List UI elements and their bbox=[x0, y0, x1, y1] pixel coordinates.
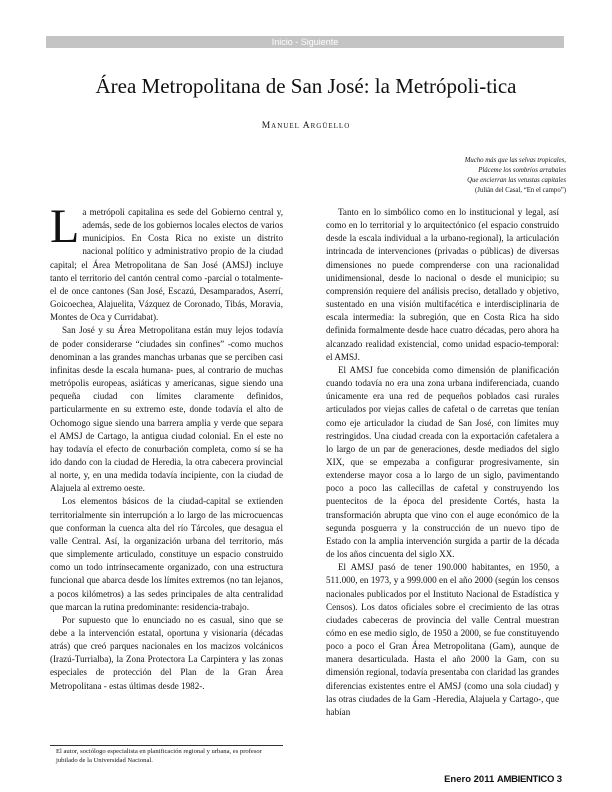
nav-separator: - bbox=[292, 37, 301, 47]
paragraph: Por supuesto que lo enunciado no es casual, sino que se debe a la intervención estatal, oportuna y visionaria (décadas atrás) que creó parques nacionales en los macizos volcánicos (Irazú-Turrialba), la Zona Protectora La Carpintera y las zonas especiales de protección del Plan de la Gran Área Metropolitana - estas últimas desde 1982-. bbox=[50, 614, 283, 691]
navigation-bar bbox=[46, 36, 564, 48]
issue-date: Enero 2011 bbox=[444, 774, 495, 785]
paragraph: Tanto en lo simbólico como en lo institucional y legal, así como en lo territorial y lo arquitectónico (el espacio construido desde la escala individual a la urbano-regional), la articulación intrincada de intervenciones (privadas o públicas) de diversas dimensiones no puede comprenderse con una racionalidad unidimensional, desde lo nacional o desde el municipio; su comprensión requiere del análisis preciso, detallado y objetivo, sustentado en una visión multifacética e interdisciplinaria de escala intermedia: la subregión, que en Costa Rica ha sido definida formalmente desde hace cuatro décadas, pero ahora ha alcanzado realidad existencial, como unidad espacio-temporal: el AMSJ. bbox=[326, 207, 559, 362]
epigraph bbox=[326, 156, 566, 196]
article-author: Manuel Argüello bbox=[261, 121, 351, 131]
paragraph: El AMSJ pasó de tener 190.000 habitantes, en 1950, a 511.000, en 1973, y a 999.000 en el año 2000 (según los censos nacionales publicados por el Instituto Nacional de Estadística y Censos). Los datos oficiales sobre el crecimiento de las otras ciudades cabeceras de provincia del valle Central muestran cómo en ese medio siglo, de 1950 a 2000, se fue constituyendo poco a poco el Gran Área Metropolitana (Gam), aunque de manera desarticulada. Hasta el año 2000 la Gam, con su dimensión regional, todavía presentaba con claridad las grandes diferencias existentes entre el AMSJ (como una sola ciudad) y las otras ciudades de la Gam -Heredia, Alajuela y Cartago-, que habían bbox=[326, 562, 559, 717]
epigraph-line: Mucho más que las selvas tropicales, bbox=[464, 157, 566, 164]
page-footer bbox=[444, 774, 562, 785]
body-column-right bbox=[326, 206, 559, 756]
nav-link-siguiente[interactable]: Siguiente bbox=[300, 37, 339, 47]
nav-link-inicio[interactable]: Inicio bbox=[271, 37, 293, 47]
paragraph: San José y su Área Metropolitana están muy lejos todavía de poder considerarse “ciudades sin confines” -como muchos denominan a las grandes manchas urbanas que se perciben casi infinitas desde la escala humana- pues, al contrario de muchas metrópolis europeas, asiáticas y americanas, sigue siendo una pequeña ciudad con límites claramente definidos, particularmente en su extremo este, donde todavía el alto de Ochomogo sigue siendo una barrera amplia y verde que separa el AMSJ de Cartago, la antigua ciudad colonial. En el este no hay todavía el efecto de conurbación completa, como sí se ha ido dando con la ciudad de Heredia, la otra cabecera provincial al norte, y, en una medida todavía incipiente, con la ciudad de Alajuela al extremo oeste. bbox=[50, 325, 283, 494]
paragraph bbox=[50, 200, 283, 324]
epigraph-source: (Julián del Casal, “En el campo”) bbox=[475, 187, 566, 194]
epigraph-line: Pláceme los sombríos arrabales bbox=[478, 167, 566, 174]
drop-cap: L bbox=[50, 200, 80, 253]
page-number: 3 bbox=[556, 774, 562, 785]
article-title: Área Metropolitana de San José: la Metrópoli-tica bbox=[95, 74, 517, 98]
footnote: El autor, sociólogo especialista en planificación regional y urbana, es profesor jubilado de la Universidad Nacional. bbox=[56, 748, 262, 764]
body-column-left bbox=[50, 200, 283, 746]
magazine-logo: AMBIENTICO bbox=[496, 774, 555, 785]
footnote-divider bbox=[50, 745, 283, 746]
paragraph-text: a metrópoli capitalina es sede del Gobierno central y, además, sede de los gobiernos locales electos de varios municipios. En Costa Rica no existe un distrito nacional político y administrativo propio de la ciudad capital; el Área Metropolitana de San José (AMSJ) incluye tanto el territorio del cantón central como -parcial o totalmente- el de once cantones (San José, Escazú, Desamparados, Aserrí, Goicoechea, Alajuelita, Vázquez de Coronado, Tibás, Moravia, Montes de Oca y Curridabat). bbox=[50, 207, 283, 323]
paragraph: El AMSJ fue concebida como dimensión de planificación cuando todavía no era una zona urbana indiferenciada, cuando únicamente era una red de pequeños poblados casi rurales articulados por viejas calles de cafetal o de carretas que tenían como eje articulador la ciudad de San José, con límites muy restringidos. Una ciudad creada con la exportación cafetalera a lo largo de un par de generaciones, desde mediados del siglo XIX, que se empezaba a configurar progresivamente, sin extenderse mayor cosa a lo largo de un siglo, pavimentando poco a poco las callecillas de cafetal y construyendo los puentecitos de la época del presidente Cortés, hasta la transformación abrupta que vino con el auge económico de la segunda posguerra y la construcción de un nuevo tipo de Estado con la amplia intervención surgida a partir de la década de los años cincuenta del siglo XX. bbox=[326, 364, 559, 560]
paragraph: Los elementos básicos de la ciudad-capital se extienden territorialmente sin interrupción a lo largo de las microcuencas que conforman la cuenca alta del río Tárcoles, que desagua el valle Central. Así, la organización urbana del territorio, más que simplemente articulado, constituye un espacio construido como un todo intrínsecamente organizado, con una estructura funcional que abarca desde los límites extremos (no tan lejanos, a pocos kilómetros) a las sedes principales de alta centralidad que marcan la rutina predominante: residencia-trabajo. bbox=[50, 496, 283, 612]
epigraph-line: Que encierran las vetustas capitales bbox=[467, 177, 566, 184]
